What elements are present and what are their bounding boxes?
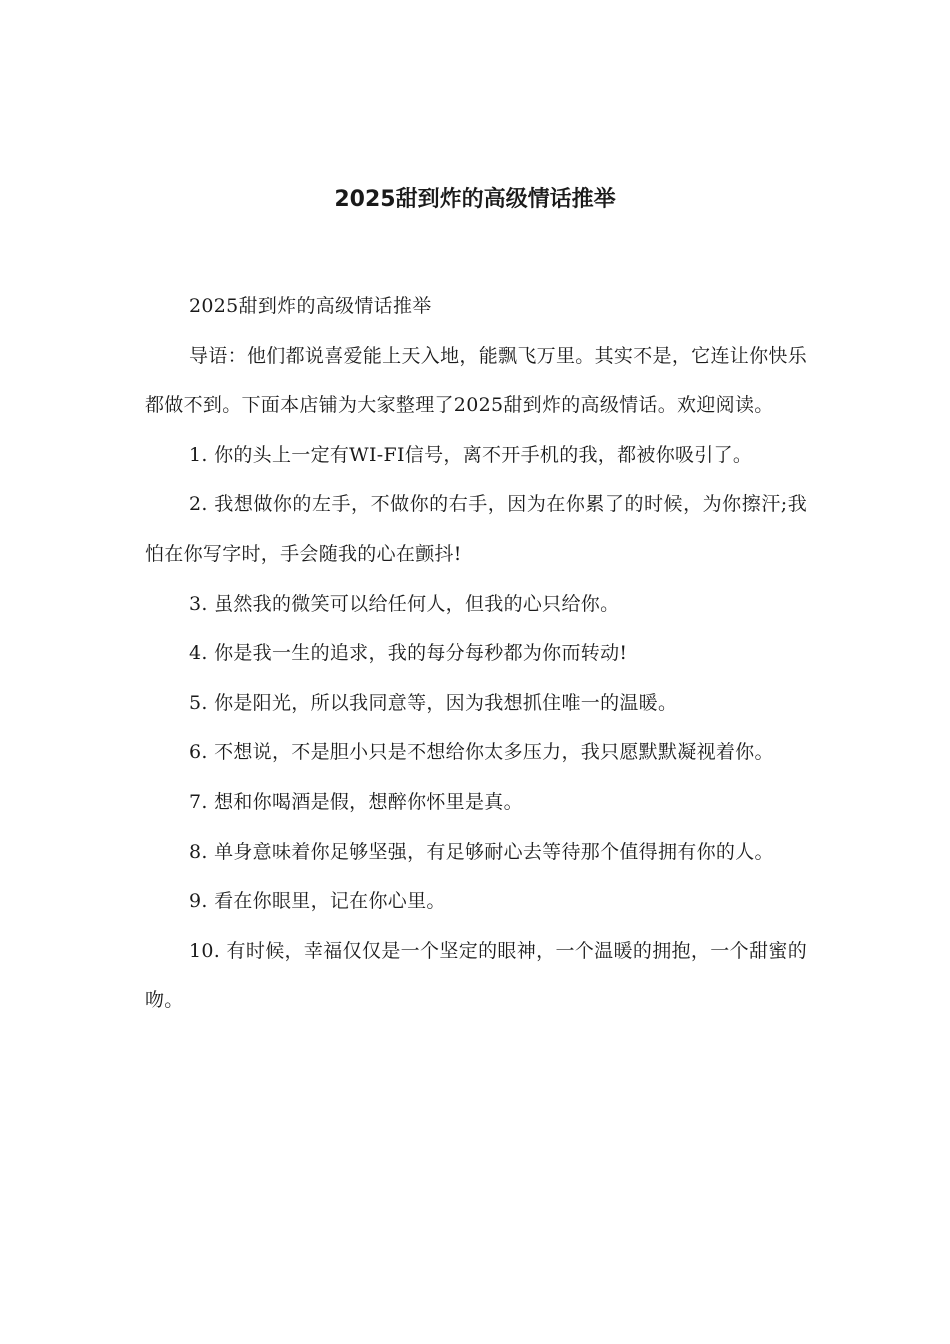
list-item: 6. 不想说，不是胆小只是不想给你太多压力，我只愿默默凝视着你。 — [189, 741, 774, 764]
list-item: 8. 单身意味着你足够坚强，有足够耐心去等待那个值得拥有你的人。 — [189, 840, 774, 863]
list-item: 5. 你是阳光，所以我同意等，因为我想抓住唯一的温暖。 — [189, 691, 678, 714]
list-item: 3. 虽然我的微笑可以给任何人，但我的心只给你。 — [189, 592, 620, 615]
paragraph-subtitle: 2025甜到炸的高级情话推举 — [189, 295, 432, 317]
page-title: 2025甜到炸的高级情话推举 — [334, 187, 616, 212]
list-item: 10. 有时候，幸福仅仅是一个坚定的眼神，一个温暖的拥抱，一个甜蜜的吻。 — [145, 939, 807, 1012]
paragraph-intro: 导语：他们都说喜爱能上天入地，能飘飞万里。其实不是，它连让你快乐都做不到。下面本店铺为大家整理了2025甜到炸的高级情话。欢迎阅读。 — [145, 344, 807, 417]
document-body — [145, 282, 807, 1026]
list-item: 9. 看在你眼里，记在你心里。 — [189, 890, 446, 913]
list-item: 4. 你是我一生的追求，我的每分每秒都为你而转动! — [189, 642, 628, 665]
list-item: 7. 想和你喝酒是假，想醉你怀里是真。 — [189, 790, 523, 813]
list-item: 1. 你的头上一定有WI-FI信号，离不开手机的我，都被你吸引了。 — [189, 443, 753, 466]
list-item: 2. 我想做你的左手，不做你的右手，因为在你累了的时候，为你擦汗;我怕在你写字时，手会随我的心在颤抖! — [145, 493, 807, 565]
